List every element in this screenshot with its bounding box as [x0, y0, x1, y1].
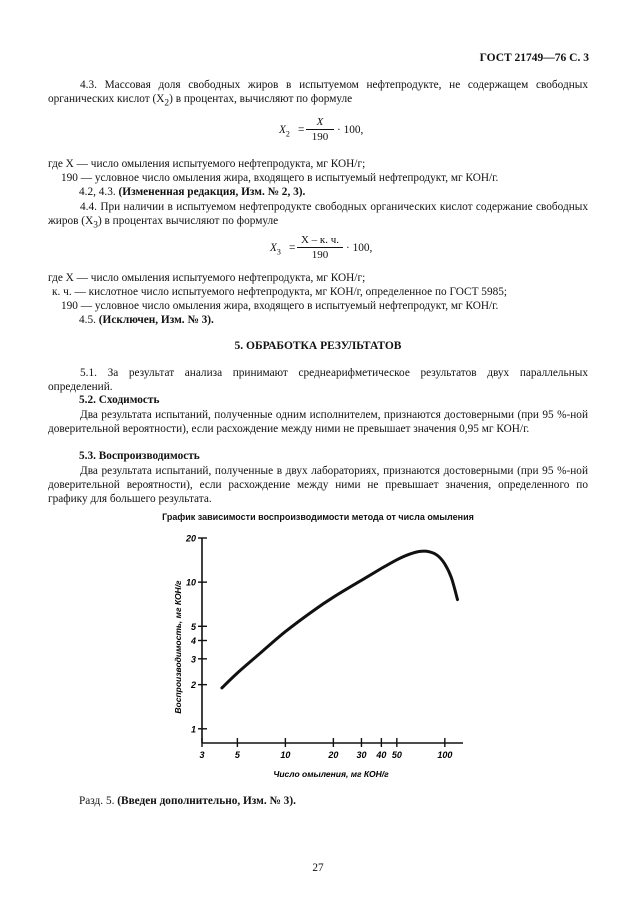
chart-y-ticks: [185, 534, 207, 735]
where-2-x: где X — число омыления испытуемого нефтепродукта, мг КОН/г;: [48, 272, 366, 284]
y-tick-label-1: 1: [190, 724, 196, 735]
footer-note: Разд. 5. (Введен дополнительно, Изм. № 3).: [79, 795, 296, 807]
x-tick-label-5: 5: [234, 750, 240, 760]
data-point-4: [221, 687, 223, 689]
data-point-5: [237, 672, 239, 674]
y-tick-label-3: 3: [190, 654, 196, 665]
y-tick-label-20: 20: [185, 533, 196, 544]
data-point-10: [285, 631, 287, 633]
formula-1-lhs: $X_2$: [279, 124, 290, 139]
paragraph-4-3: 4.3. Массовая доля свободных жиров в испытуемом нефтепродукте, не содержащем свободных органических кислот $(X_2)$ в процентах, вычисляют по формуле: [48, 79, 589, 109]
data-point-100: [444, 563, 446, 565]
formula-1-equals: =: [298, 124, 305, 136]
x-tick-label-30: 30: [356, 750, 367, 760]
data-point-60: [409, 553, 411, 555]
formula-1-fraction: $\frac{X}{190}$: [306, 116, 334, 143]
formula-2-lhs: $X_3$: [270, 242, 281, 257]
y-tick-label-5: 5: [190, 621, 196, 632]
edit-note-4-2-4-3: 4.2, 4.3. (Измененная редакция, Изм. № 2, 3).: [79, 186, 306, 198]
formula-2-equals: =: [289, 242, 296, 254]
data-point-80: [429, 551, 431, 553]
x-tick-label-100: 100: [437, 750, 453, 760]
paragraph-5-1: 5.1. За результат анализа принимают среднеарифметическое результатов двух параллельных определений.: [48, 367, 588, 393]
data-point-120: [457, 599, 459, 601]
section-5-title: 5. ОБРАБОТКА РЕЗУЛЬТАТОВ: [234, 340, 402, 352]
formula-2-fraction: X – к. ч. 190: [297, 234, 343, 261]
page-number: 27: [312, 862, 324, 874]
chart-title: График зависимости воспроизводимости метода от числа омыления: [162, 512, 474, 522]
where-1-x: где X — число омыления испытуемого нефтепродукта, мг КОН/г;: [48, 158, 366, 170]
y-tick-label-4: 4: [190, 636, 196, 646]
paragraph-5-3: Два результата испытаний, полученные в двух лабораториях, признаются достоверными (при 95 %-ной доверительной вероятности), если расхождение между ними не превышает значения, определенного по графику для большего результата.: [48, 465, 588, 505]
paragraph-4-4: 4.4. При наличии в испытуемом нефтепродукте свободных органических кислот содержание свободных жиров $(X_3)$ в процентах вычисляют по формуле: [48, 201, 588, 231]
chart-axes: [202, 538, 463, 743]
where-2-acid-number: к. ч. — кислотное число испытуемого нефтепродукта, мг КОН/г, определенное по ГОСТ 5985;: [52, 286, 508, 298]
x-tick-label-40: 40: [376, 750, 387, 760]
data-point-20: [333, 596, 335, 598]
formula-1-rhs: · 100,: [337, 124, 364, 136]
data-point-40: [381, 568, 383, 570]
y-tick-label-10: 10: [185, 577, 196, 588]
data-point-15: [313, 610, 315, 612]
data-point-7: [260, 652, 262, 654]
reproducibility-chart: [160, 530, 480, 780]
chart-x-ticks: [199, 738, 452, 760]
y-tick-label-2: 2: [190, 680, 196, 691]
where-1-190: 190 — условное число омыления жира, входящего в испытуемый нефтепродукт, мг КОН/г.: [61, 172, 499, 184]
paragraph-5-2: Два результата испытаний, полученные одним исполнителем, признаются достоверными (при 95 %-ной доверительной вероятности), если расхождение между ними не превышает значения 0,95 мг КОН/г.: [48, 409, 588, 435]
data-point-50: [396, 559, 398, 561]
x-tick-label-20: 20: [328, 750, 339, 760]
data-point-30: [361, 579, 363, 581]
page-header: ГОСТ 21749—76 С. 3: [479, 52, 589, 64]
paragraph-4-5: 4.5. (Исключен, Изм. № 3).: [79, 314, 214, 326]
chart-points: [221, 551, 458, 689]
heading-5-2: 5.2. Сходимость: [79, 394, 160, 406]
x-axis-label: Число омыления, мг КОН/г: [273, 769, 389, 779]
x-tick-label-3: 3: [199, 750, 205, 760]
where-2-190: 190 — условное число омыления жира, входящего в испытуемый нефтепродукт, мг КОН/г.: [61, 300, 499, 312]
y-axis-label: Воспроизводимость, мг КОН/г: [173, 580, 183, 714]
heading-5-3: 5.3. Воспроизводимость: [79, 450, 200, 462]
x-tick-label-50: 50: [391, 750, 402, 760]
data-point-70: [419, 551, 421, 553]
x-tick-label-10: 10: [280, 750, 291, 760]
reproducibility-curve: [222, 551, 458, 688]
data-point-90: [437, 555, 439, 557]
data-point-110: [451, 577, 453, 579]
formula-2-rhs: · 100,: [346, 242, 373, 254]
